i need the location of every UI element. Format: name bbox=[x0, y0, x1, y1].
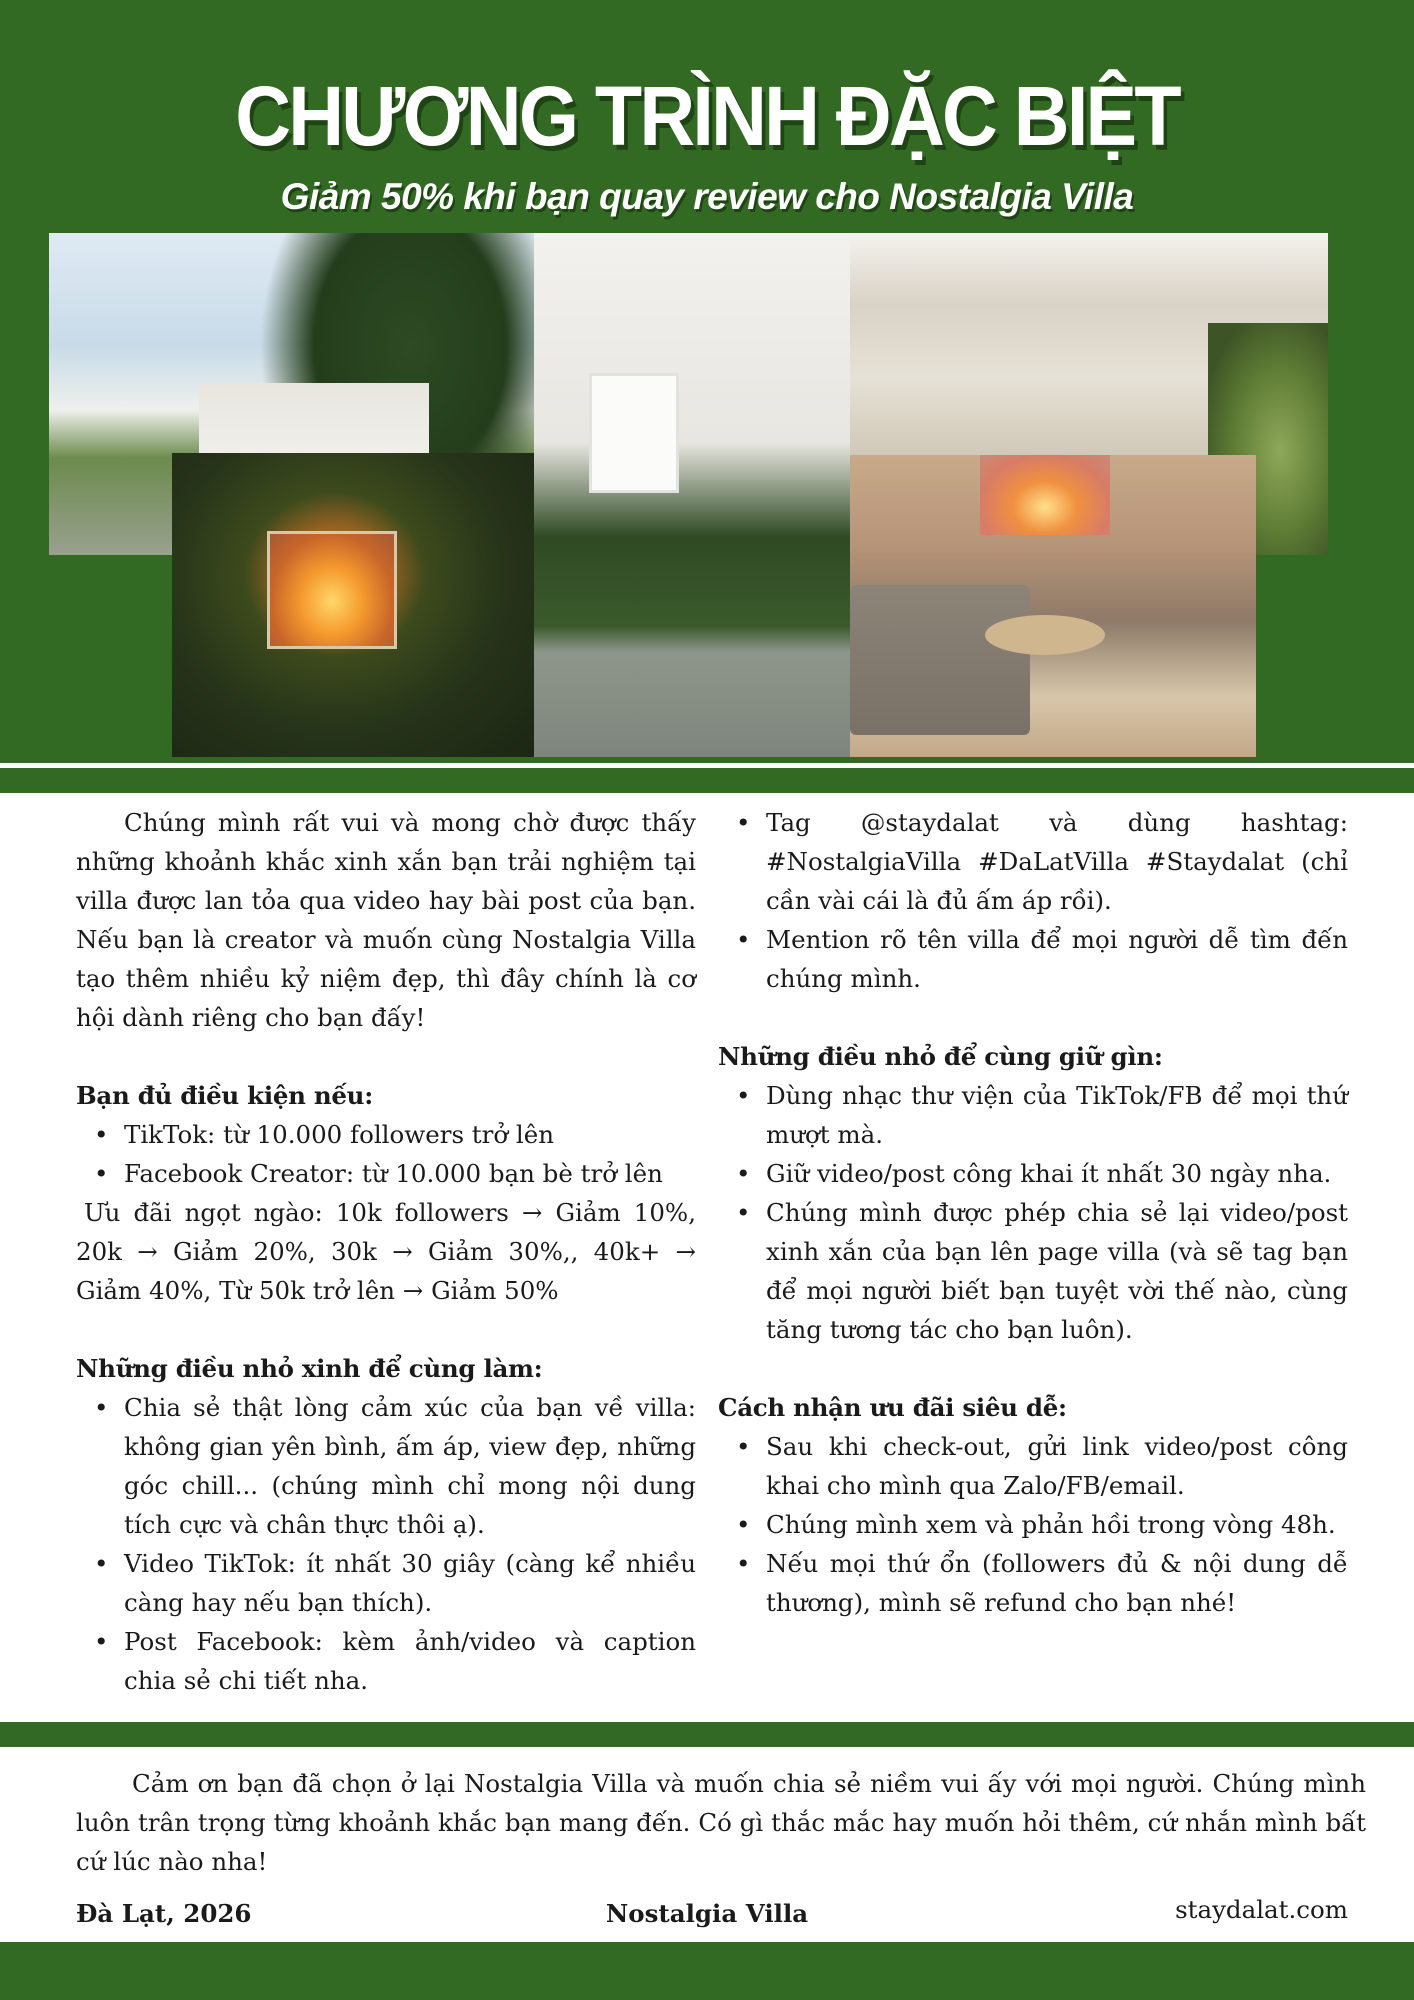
divider-band-bottom bbox=[0, 1722, 1414, 1747]
left-column bbox=[76, 803, 696, 1700]
discount-tiers: Ưu đãi ngọt ngào: 10k followers → Giảm 10%, 20k → Giảm 20%, 30k → Giảm 30%,, 40k+ → Giảm 40%, Từ 50k trở lên → Giảm 50% bbox=[76, 1198, 696, 1305]
bullet-icon: • bbox=[94, 1627, 109, 1656]
window-shape bbox=[589, 373, 679, 493]
bullet-icon: • bbox=[736, 808, 751, 837]
footer-band bbox=[0, 1942, 1414, 2000]
garden-fire-photo bbox=[172, 453, 534, 757]
page-title: CHƯƠNG TRÌNH ĐẶC BIỆT bbox=[235, 69, 1179, 163]
thanks-paragraph: Cảm ơn bạn đã chọn ở lại Nostalgia Villa và muốn chia sẻ niềm vui ấy với mọi người. Chúng mình luôn trân trọng từng khoảnh khắc bạn mang đến. Có gì thắc mắc hay muốn hỏi thêm, cứ nhắn mình bất cứ lúc nào nha! bbox=[76, 1769, 1366, 1876]
eligibility-list bbox=[76, 1115, 696, 1193]
list-item: • Chúng mình xem và phản hồi trong vòng 48h. bbox=[718, 1505, 1348, 1544]
todo-heading: Những điều nhỏ xinh để cùng làm: bbox=[76, 1354, 543, 1383]
bullet-icon: • bbox=[736, 1549, 751, 1578]
list-item: • Giữ video/post công khai ít nhất 30 ngày nha. bbox=[718, 1154, 1348, 1193]
keep-heading: Những điều nhỏ để cùng giữ gìn: bbox=[718, 1042, 1163, 1071]
how-heading: Cách nhận ưu đãi siêu dễ: bbox=[718, 1393, 1067, 1422]
fire-screen-shape bbox=[267, 531, 397, 649]
kitchen-photo bbox=[534, 233, 850, 757]
list-item: • TikTok: từ 10.000 followers trở lên bbox=[76, 1115, 696, 1154]
how-list bbox=[718, 1427, 1348, 1622]
keep-list bbox=[718, 1076, 1348, 1349]
eligibility-heading: Bạn đủ điều kiện nếu: bbox=[76, 1081, 373, 1110]
list-item: • Tag @staydalat và dùng hashtag: #NostalgiaVilla #DaLatVilla #Staydalat (chỉ cần vài cái là đủ ấm áp rồi). bbox=[718, 803, 1348, 920]
list-item: • Dùng nhạc thư viện của TikTok/FB để mọi thứ mượt mà. bbox=[718, 1076, 1348, 1154]
bullet-icon: • bbox=[736, 1159, 751, 1188]
bullet-icon: • bbox=[94, 1159, 109, 1188]
brand-name: Nostalgia Villa bbox=[605, 1899, 809, 1928]
website-link[interactable]: staydalat.com bbox=[1175, 1895, 1348, 1924]
projected-fire-shape bbox=[980, 455, 1110, 535]
list-item: • Chia sẻ thật lòng cảm xúc của bạn về villa: không gian yên bình, ấm áp, view đẹp, những góc chill... (chúng mình chỉ mong nội dung tích cực và chân thực thôi ạ). bbox=[76, 1388, 696, 1544]
todo-list bbox=[76, 1388, 696, 1700]
bullet-icon: • bbox=[94, 1549, 109, 1578]
list-item: • Video TikTok: ít nhất 30 giây (càng kể nhiều càng hay nếu bạn thích). bbox=[76, 1544, 696, 1622]
todo-list-continued bbox=[718, 803, 1348, 998]
living-room-photo bbox=[850, 455, 1256, 757]
list-item: • Post Facebook: kèm ảnh/video và caption chia sẻ chi tiết nha. bbox=[76, 1622, 696, 1700]
page-subtitle: Giảm 50% khi bạn quay review cho Nostalgia Villa bbox=[280, 176, 1134, 217]
bullet-icon: • bbox=[736, 1432, 751, 1461]
list-item: • Nếu mọi thứ ổn (followers đủ & nội dung dễ thương), mình sẽ refund cho bạn nhé! bbox=[718, 1544, 1348, 1622]
bullet-icon: • bbox=[736, 1510, 751, 1539]
bullet-icon: • bbox=[94, 1393, 109, 1422]
bullet-icon: • bbox=[94, 1120, 109, 1149]
list-item: • Chúng mình được phép chia sẻ lại video/post xinh xắn của bạn lên page villa (và sẽ tag bạn để mọi người biết bạn tuyệt vời thế nào, cùng tăng tương tác cho bạn luôn). bbox=[718, 1193, 1348, 1349]
bullet-icon: • bbox=[736, 925, 751, 954]
intro-paragraph: Chúng mình rất vui và mong chờ được thấy những khoảnh khắc xinh xắn bạn trải nghiệm tại villa được lan tỏa qua video hay bài post của bạn. Nếu bạn là creator và muốn cùng Nostalgia Villa tạo thêm nhiều kỷ niệm đẹp, thì đây chính là cơ hội dành riêng cho bạn đấy! bbox=[76, 808, 696, 1032]
bullet-icon: • bbox=[736, 1081, 751, 1110]
list-item: • Mention rõ tên villa để mọi người dễ tìm đến chúng mình. bbox=[718, 920, 1348, 998]
coffee-table-shape bbox=[985, 615, 1105, 655]
bullet-icon: • bbox=[736, 1198, 751, 1227]
list-item: • Sau khi check-out, gửi link video/post công khai cho mình qua Zalo/FB/email. bbox=[718, 1427, 1348, 1505]
place-year: Đà Lạt, 2026 bbox=[76, 1899, 252, 1928]
list-item: • Facebook Creator: từ 10.000 bạn bè trở lên bbox=[76, 1154, 696, 1193]
divider-band-top bbox=[0, 768, 1414, 793]
right-column bbox=[718, 803, 1348, 1622]
hero-banner bbox=[0, 0, 1414, 763]
sofa-shape bbox=[850, 585, 1030, 735]
